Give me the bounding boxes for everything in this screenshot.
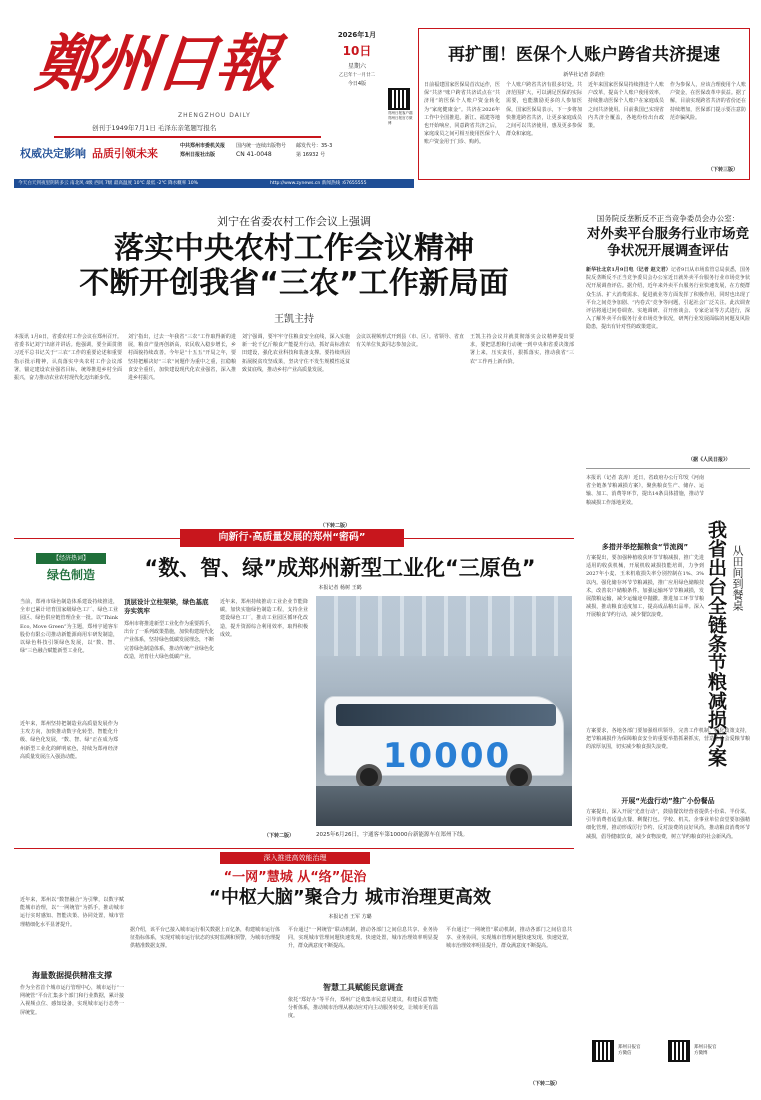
- feature-col-3: 近年来，郑州持续推动工业企业节能降碳，加快实施绿色制造工程，支持企业建设绿色工厂，推动工业园区循环化改造，提升资源综合利用效率，取得积极成效。: [220, 599, 308, 638]
- bottom-left-intro: 近年来，郑州以“数智融合”为引擎，以数字赋能城市治理，以“一网统管”为抓手，推动城市运行实时感知、智能决策、协同处置，城市管理精细化水平显著提升。: [20, 897, 124, 928]
- date-lunar: 乙巳年十一月廿二: [339, 73, 375, 78]
- lead-col-5: 王凯主持会议并就贯彻落实会议精神提出要求，要把思想和行动统一到中央和省委决策部署上来，压实责任，狠抓落实，推动我省“三农”工作再上新台阶。: [470, 334, 574, 365]
- right-story-1-kicker: 国务院反垄断反不正当竞争委员会办公室：: [596, 214, 740, 223]
- right-qr-2: [668, 1040, 738, 1062]
- right-story-2-vertical-sub: 从田间到餐桌: [731, 545, 744, 611]
- masthead-qr-group: [388, 88, 414, 126]
- date-weekday: 星期六: [347, 63, 366, 70]
- feature-more[interactable]: （下转二版）: [264, 833, 295, 839]
- bottom-title[interactable]: “中枢大脑”聚合力 城市治理更高效: [209, 887, 491, 908]
- feature-caption: 2025年6月26日，宇通客车第10000台新能源车在郑州下线。: [316, 832, 468, 838]
- bottom-col-3: 平台通过“一网统管”联动机制，推动各部门之间信息共享、业务协同，实现城市管理问题快速发现、快速处置，城市治理效率明显提升，群众满意度不断提高。: [288, 927, 438, 950]
- bottom-banner-title: “一网”慧城 从“络”促治: [223, 870, 367, 885]
- feature-mini-title: 顶层设计立柱架梁，绿色基底夯实筑牢: [124, 598, 209, 615]
- date-pages: 今日4版: [347, 81, 367, 87]
- feature-photo: [316, 596, 572, 826]
- website-text[interactable]: http://www.zynews.cn 新闻热线 :67655555: [270, 181, 367, 186]
- qr-code-icon: [388, 88, 410, 110]
- publisher-2: 郑州日报社出版: [180, 152, 216, 158]
- qr-label-1: 郑州日报客户端: [388, 111, 413, 115]
- date-year-month: 2026年1月: [337, 31, 377, 39]
- photo-people: [316, 786, 572, 826]
- newspaper-logo: 鄭州日報: [32, 27, 280, 100]
- publisher-1: 中共郑州市委机关报: [180, 143, 226, 149]
- lead-col-1: 本报讯 1月8日，省委农村工作会议在郑州召开。省委书记刘宁出席并讲话。他强调，要全面贯彻习近平总书记关于“三农”工作的重要论述和重要指示批示精神，认真落实中央农村工作会议部署，锚定建设农业强省目标，统筹推进乡村全面振兴，奋力推动农业农村现代化迈出新步伐。: [14, 334, 122, 382]
- right-story-1-body: [586, 266, 750, 456]
- bottom-banner-kicker: 深入推进高效能治理: [220, 852, 370, 864]
- right-qr-label-2: 郑州日报官方微博: [694, 1045, 717, 1056]
- lead-more[interactable]: （下转二版）: [320, 523, 351, 529]
- bottom-more[interactable]: （下转二版）: [530, 1081, 561, 1087]
- top-right-more[interactable]: （下转三版）: [708, 167, 739, 173]
- right-story-2-sub-1-body: 方案提出，要加强种植收获环节节粮减损，推广先进适用的收获机械，开展机收减损技能培训，力争到2027年小麦、玉米机收损失率分别控制在1%、3%以内。强化储存环节节粮减损，推广应用绿色储粮技术，改善农户储粮条件。加强运输环节节粮减损，发展散粮运输，减少运输途中抛撒。推进加工环节节粮减损，推动粮食适度加工，提高成品粮出品率。深入开展粮食节约行动，减少餐饮浪费。: [586, 555, 704, 619]
- right-story-2-sub-1-body-2: 方案要求，各地各部门要加强组织领导，完善工作机制，强化政策支持，把节粮减损作为保障粮食安全的重要举措抓紧抓实，营造全社会爱粮节粮的浓厚氛围，切实减少粮食损失浪费。: [586, 728, 750, 751]
- date-block: [328, 30, 386, 120]
- feature-col-2: 郑州市将推进新型工业化作为重要抓手，出台了一系列政策措施，加快构建现代化产业体系，坚持绿色低碳发展理念，不断完善绿色制造体系，推动传统产业绿色化改造，培育壮大绿色低碳产业。: [124, 621, 214, 660]
- factory-ceiling: [316, 596, 572, 656]
- slogan-left: 权威决定影响: [20, 147, 86, 160]
- right-qr-1: [592, 1040, 652, 1062]
- top-right-col-3: 近年来国家医保局持续推进个人账户改革，提高个人账户使用效率，持续推动医保个人账户在家庭成员之间共济使用。目前我国已实现省内共济全覆盖，各地纷纷出台政策。: [588, 82, 664, 130]
- right-story-1-title[interactable]: 对外卖平台服务行业市场竞争状况开展调查评估: [587, 226, 749, 259]
- top-right-story-title[interactable]: 再扩围！医保个人账户跨省共济提速: [448, 45, 720, 65]
- bottom-col-4: 平台通过“一网统管”联动机制，推动各部门之间信息共享、业务协同，实现城市管理问题快速发现、快速处置，城市治理效率明显提升，群众满意度不断提高。: [446, 927, 572, 950]
- feature-col-1b: 近年来，郑州坚持把制造业高质量发展作为主攻方向，加快推动数字化转型、智能化升级、绿色化发展，“数、智、绿”正在成为郑州新型工业化的鲜明底色，持续为郑州经济高质量发展注入强劲动能。: [20, 721, 118, 760]
- issn-1: 国内统一连续出版物号: [236, 143, 287, 149]
- feature-col-1: 当前，郑州市绿色制造体系建设持续推进，全市已累计培育国家级绿色工厂、绿色工业园区、绿色供应链管理企业一批。以“Think Eco, Move Green”为主题，郑州宇通客车股份有限公司推动新能源商用车研发制造，以绿色科技引领绿色发展，以“数、智、绿”三色融合赋能新型工业化。: [20, 599, 118, 655]
- code-2: 第 16932 号: [296, 152, 326, 158]
- bottom-subhead-2: 智慧工具赋能民意调查: [323, 983, 403, 992]
- right-story-2-intro: 本报讯（记者 袁涛）近日，省政府办公厅印发《河南省全链条节粮减损方案》，聚焦粮食生产、储存、运输、加工、消费等环节，提出14条具体措施，推动节粮减损工作落地见效。: [586, 475, 704, 506]
- masthead-rule: [54, 136, 321, 138]
- qr-label-2: 郑州日报官方微博: [388, 116, 413, 125]
- right-story-1-source: （据《人民日报》）: [688, 457, 731, 463]
- right-story-2-sub-1: 多措并举挖掘粮食“节流阀”: [601, 543, 689, 551]
- feature-byline: 本报记者 杨树 王鹤: [318, 585, 362, 591]
- top-right-col-2: 个人账户跨省共济有很多好处。共济范围扩大，可以满足医保的实际需要，也能激励更多的人参加医保，国家医保局表示，下一步将加快推进跨省共济，让更多家庭成员之间可以共济使用，惠及更多参保群众和家庭。: [506, 82, 582, 138]
- right-story-2-sub-2-body: 方案提出，深入开展“光盘行动”，鼓励餐饮经营者提供小份菜、半份菜，引导消费者适量点餐、剩餐打包。学校、机关、企事业单位食堂要加强精细化管理，推动形成厉行节约、反对浪费的良好风尚。推动粮食消费环节减损，倡导健康饮食，减少食物浪费，树立节约粮食的社会新风尚。: [586, 809, 750, 840]
- lead-title-line-2[interactable]: 不断开创我省“三农”工作新局面: [79, 266, 509, 301]
- slogan-right: 品质引领未来: [92, 147, 158, 160]
- top-right-story-byline: 新华社记者 彭韵佳: [563, 72, 605, 78]
- photo-counter: 10000: [382, 736, 512, 776]
- right-story-2-vertical-title[interactable]: 我省出台全链条节粮减损方案: [705, 520, 727, 767]
- top-right-col-4: 作为参保人，应该合理使用个人账户资金，在医保改革中获益。据了解，目前实现跨省共济的省份还在持续增加，医保部门提示要注意防范诈骗风险。: [670, 82, 746, 121]
- lead-col-3: 刘宁强调，要牢牢守住粮食安全底线，深入实施新一轮千亿斤粮食产能提升行动，抓好高标准农田建设，强化农业科技和装备支撑。要持续巩固拓展脱贫攻坚成果，坚决守住不发生规模性返贫致贫底线，推动乡村产业高质量发展。: [242, 334, 350, 373]
- date-day: 10日: [342, 44, 372, 58]
- right-story-1-byline: 新华社北京1月9日电（记者 赵文君）: [586, 267, 671, 273]
- feature-section-word: 绿色制造: [46, 568, 95, 582]
- lead-subtitle: 王凯主持: [274, 314, 314, 325]
- bottom-byline: 本报记者 王军 方璐: [328, 914, 372, 920]
- top-right-col-1: 日前福建国家医保局首次运作，医保“共济”账户跨省共济试点在“共济用”的医保个人账户资金转化为“家庭健康金”。共济在2026年工作中全国推进。浙江、福建等地也开始响应，同意跨省共济之后，家庭成员之间可相互使用医保个人账户资金用于门诊、购药。: [424, 82, 500, 146]
- logo-pinyin: ZHENGZHOU DAILY: [178, 112, 251, 119]
- right-qr-label-1: 郑州日报官方微信: [618, 1045, 641, 1056]
- qr-code-icon: [592, 1040, 614, 1062]
- feature-section-tag: 【经济热词】: [36, 553, 106, 564]
- lead-kicker: 刘宁在省委农村工作会议上强调: [217, 215, 371, 228]
- right-story-2-sub-2: 开展“光盘行动”推广小份餐品: [621, 797, 715, 805]
- bottom-col-2: 据介绍，该平台已接入城市运行相关数据上百亿条，构建城市运行体征指标体系，实现对城市运行状态的实时监测和预警，为城市治理提供精准数据支撑。: [130, 927, 280, 950]
- right-story-1-text: 记者9日从市场监管总局获悉，国务院反垄断反不正当竞争委员会办公室近日就外卖平台服务行业市场竞争状况开展调查评估。据介绍，近年来外卖平台服务行业快速发展，在方便群众生活、扩大消费需求、促进就业等方面发挥了积极作用，同时也出现了平台之间竞争加剧、“内卷式”竞争等问题，引起社会广泛关注。此次调查评估将通过问卷调查、实地调研、召开座谈会、专家论证等方式进行，深入了解外卖平台服务行业市场竞争状况，研判行业发展面临的问题及风险隐患，提出有针对性的政策建议。: [586, 267, 750, 331]
- bottom-left-body: 作为全省首个城市运行管理中心，城市运行“一网统管”平台汇集多个部门和行业数据，累计接入视频点位、感知设备，实现城市运行态势一屏统览。: [20, 985, 124, 1016]
- right-column-rule: [586, 468, 750, 469]
- lead-col-2: 刘宁指出，过去一年我省“三农”工作取得新的进展，粮食产量再创新高，农民收入稳步增长，乡村面貌持续改善。今年是“十五五”开局之年，要坚持把解决好“三农”问题作为重中之重，扛稳粮食安全重任，加快建设现代化农业强省，深入推进乡村振兴。: [128, 334, 236, 382]
- bus-windows: [336, 704, 556, 726]
- issn-2: CN 41-0048: [236, 151, 272, 158]
- qr-code-icon: [668, 1040, 690, 1062]
- lead-col-4: 会议以视频形式开到县（市、区）。省领导、省直有关单位负责同志参加会议。: [356, 334, 464, 349]
- feature-banner: 向新行·高质量发展的郑州“密码”: [180, 529, 404, 547]
- bottom-left-subhead: 海量数据提供精准支撑: [32, 971, 112, 980]
- weather-text: 今天白天到夜里阴转多云 南北风 4级 西风 7级 最高温度 10℃ 最低 -2℃ 降水概率 10%: [18, 181, 199, 186]
- bottom-col-3b: 依托“郑好办”等平台，郑州广泛收集市民意见建议，构建民意智能分析体系，推动城市治理从被动应对向主动服务转变，让城市更有温度。: [288, 997, 438, 1020]
- code-1: 邮发代号：35-3: [296, 143, 333, 149]
- lead-title-line-1[interactable]: 落实中央农村工作会议精神: [114, 231, 474, 266]
- founded-line: 创刊于1949年7月1日 毛泽东亲笔题写报名: [92, 124, 217, 132]
- feature-title[interactable]: “数、智、绿”成郑州新型工业化“三原色”: [144, 556, 536, 580]
- bottom-top-rule: [14, 848, 574, 849]
